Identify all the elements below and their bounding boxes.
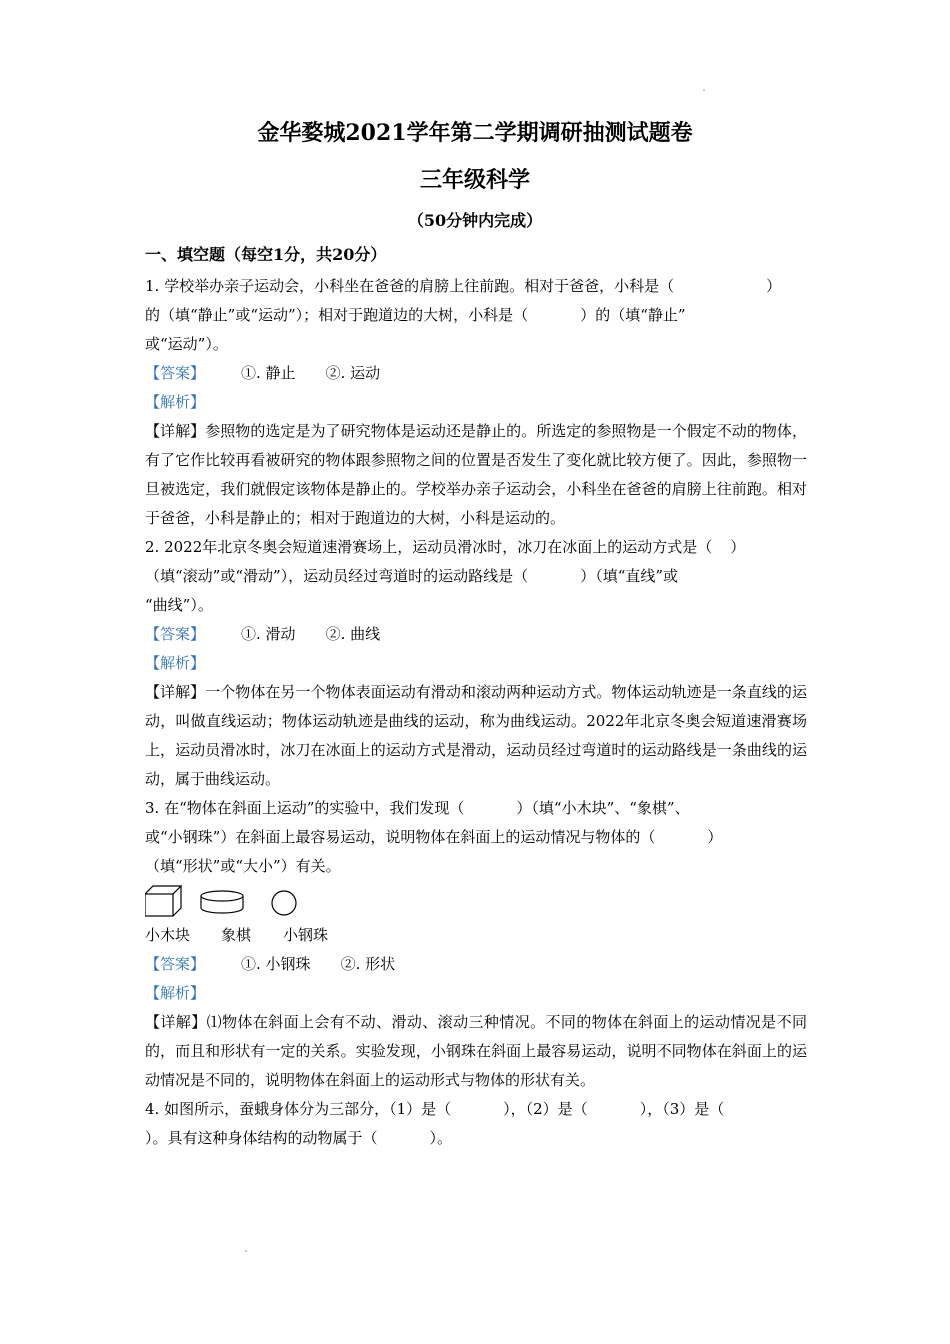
exam-subtitle: 三年级科学 bbox=[419, 167, 530, 193]
q1-detail: 【详解】参照物的选定是为了研究物体是运动还是静止的。所选定的参照物是一个假定不动的物体，有了它作比较再看被研究的物体跟参照物之间的位置是否发生了变化就比较方便了。因此，参照物一旦被选定，我们就假定该物体是静止的。学校举办亲子运动会，小科坐在爸爸的肩膀上往前跑。相对于爸爸，小科是静止的；相对于跑道边的大树，小科是运动的。 bbox=[145, 422, 807, 527]
q2-analysis-label: 【解析】 bbox=[145, 654, 206, 672]
q3-shapes-figure bbox=[145, 881, 345, 921]
section-heading: 一、填空题（每空1分，共20分） bbox=[145, 245, 387, 264]
steel-ball-icon bbox=[272, 891, 296, 915]
q1-analysis-label: 【解析】 bbox=[145, 393, 206, 411]
q3-figure bbox=[145, 881, 807, 921]
q2-answer: 【答案】 ①. 滑动 ②. 曲线 bbox=[145, 625, 381, 643]
q3-detail: 【详解】⑴物体在斜面上会有不动、滑动、滚动三种情况。不同的物体在斜面上的运动情况是不同的，而且和形状有一定的关系。实验发现，小钢珠在斜面上最容易运动，说明不同物体在斜面上的运动情况是不同的，说明物体在斜面上的运动形式与物体的形状有关。 bbox=[145, 1013, 807, 1089]
q3-analysis-label: 【解析】 bbox=[145, 984, 206, 1002]
exam-title: 金华婺城2021学年第二学期调研抽测试题卷 bbox=[257, 120, 693, 146]
q2-text: 2. 2022年北京冬奥会短道速滑赛场上，运动员滑冰时，冰刀在冰面上的运动方式是（ ） （填“滚动”或“滑动”），运动员经过弯道时的运动路线是（ ）（填“直线”或 “曲线”）。 bbox=[145, 538, 746, 614]
q2-detail: 【详解】一个物体在另一个物体表面运动有滑动和滚动两种运动方式。物体运动轨迹是一条直线的运动，叫做直线运动；物体运动轨迹是曲线的运动，称为曲线运动。2022年北京冬奥会短道速滑赛场上，运动员滑冰时，冰刀在冰面上的运动方式是滑动，运动员经过弯道时的运动路线是一条曲线的运动，属于曲线运动。 bbox=[145, 683, 807, 788]
q4-text: 4. 如图所示，蚕蛾身体分为三部分，（1）是（ ），（2）是（ ），（3）是（ ）。具有这种身体结构的动物属于（ ）。 bbox=[145, 1100, 725, 1147]
scan-speck bbox=[703, 89, 705, 91]
q3-text: 3. 在“物体在斜面上运动”的实验中，我们发现（ ）（填“小木块”、“象棋”、 或“小钢珠”）在斜面上最容易运动，说明物体在斜面上的运动情况与物体的（ ） （填“形状”或“大小”）有关。 bbox=[145, 799, 723, 875]
chess-piece-disc-icon bbox=[201, 891, 243, 913]
q3-answer: 【答案】 ①. 小钢珠 ②. 形状 bbox=[145, 955, 396, 973]
wood-block-cube-icon bbox=[145, 886, 181, 916]
q3-shape-labels: 小木块 象棋 小钢珠 bbox=[145, 926, 329, 944]
time-note: （50分钟内完成） bbox=[407, 211, 543, 230]
scan-speck bbox=[245, 1250, 247, 1252]
q1-text: 1. 学校举办亲子运动会，小科坐在爸爸的肩膀上往前跑。相对于爸爸，小科是（ ） 的（填“静止”或“运动”）；相对于跑道边的大树，小科是（ ）的（填“静止” 或“运动”）。 bbox=[145, 277, 782, 353]
question-content bbox=[145, 272, 807, 1153]
q1-answer: 【答案】 ①. 静止 ②. 运动 bbox=[145, 364, 381, 382]
